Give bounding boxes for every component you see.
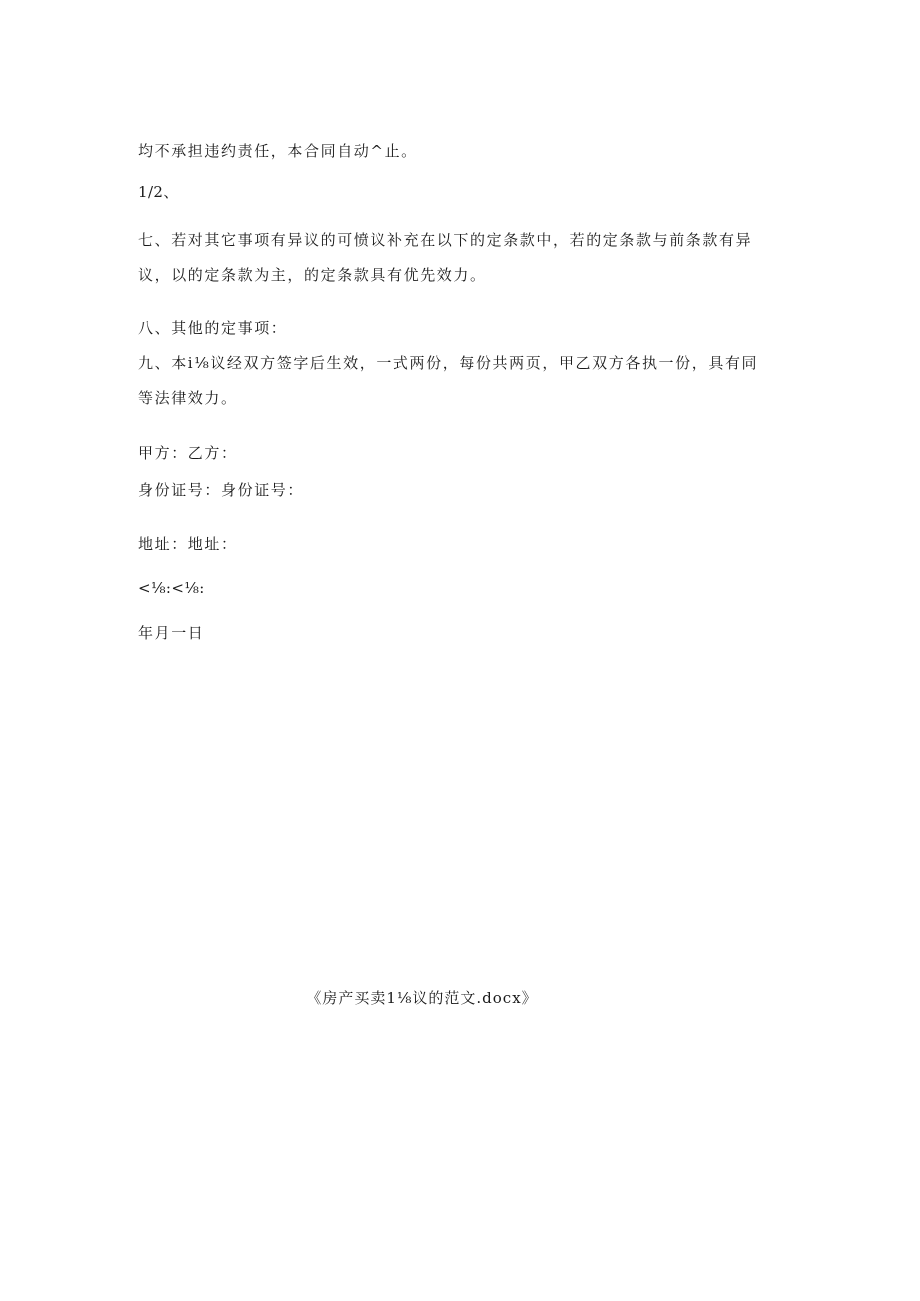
- text-line-clause-8: 八、其他的定事项：: [138, 319, 288, 337]
- footer-filename: 《房产买卖1⅛议的范文.docx》: [306, 989, 538, 1007]
- text-line-clause-7: 七、若对其它事项有异议的可愤议补充在以下的定条款中，若的定条款与前条款有异: [138, 231, 753, 249]
- text-line-clause-9: 九、本i⅛议经双方签字后生效，一式两份，每份共两页，甲乙双方各执一份，具有同: [138, 354, 759, 372]
- text-line-clause-7-cont: 议，以的定条款为主，的定条款具有优先效力。: [138, 266, 487, 284]
- text-line-clause-9-cont: 等法律效力。: [138, 389, 238, 407]
- text-line-parties: 甲方：乙方：: [138, 444, 238, 462]
- text-line-addresses: 地址：地址：: [138, 535, 238, 553]
- text-line-breach-clause: 均不承担违约责任，本合同自动^止。: [138, 142, 418, 160]
- text-line-id-numbers: 身份证号：身份证号：: [138, 481, 305, 499]
- text-line-signatures: <⅛:<⅛:: [138, 579, 205, 597]
- text-line-date: 年月一日: [138, 624, 205, 642]
- text-line-page-number: 1/2、: [138, 183, 179, 201]
- document-footer: [0, 988, 920, 1008]
